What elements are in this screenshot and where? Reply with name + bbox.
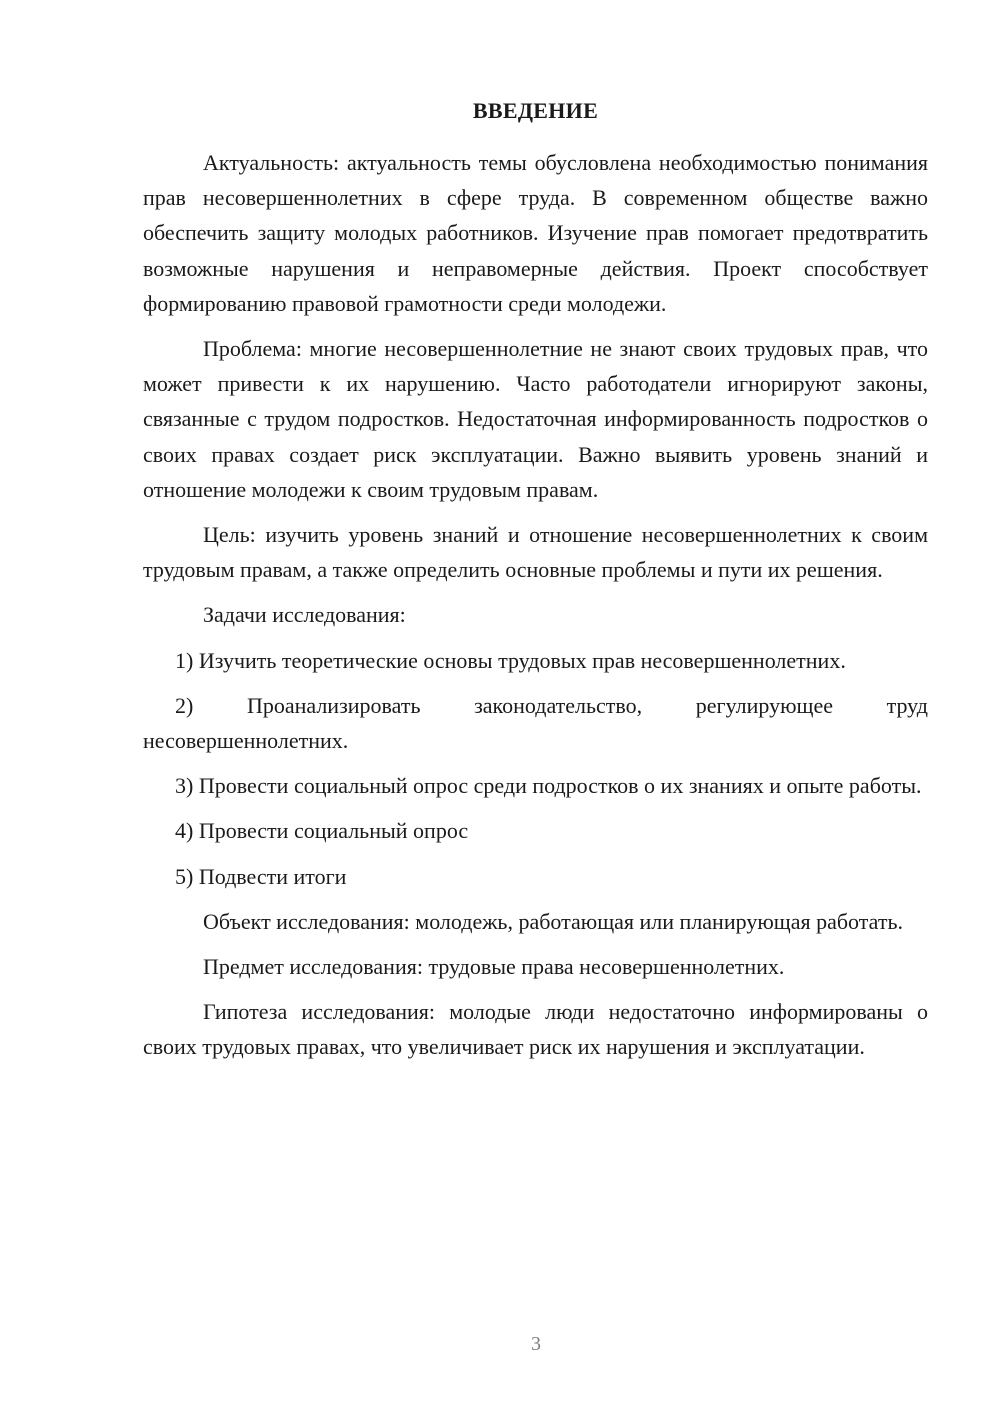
paragraph-relevance: Актуальность: актуальность темы обусловлена необходимостью понимания прав несовершеннолетних в сфере труда. В современном обществе важно обеспечить защиту молодых работников. Изучение прав помогает предотвратить возможные нарушения и неправомерные действия. Проект способствует формированию правовой грамотности среди молодежи.	[143, 150, 928, 316]
paragraph-tasks-heading: Задачи исследования:	[203, 602, 406, 628]
document-page	[143, 93, 928, 1075]
paragraph-subject: Предмет исследования: трудовые права несовершеннолетних.	[203, 954, 785, 980]
section-title: ВВЕДЕНИЕ	[472, 98, 599, 123]
page-number: 3	[531, 1333, 541, 1355]
task-item-2: 2) Проанализировать законодательство, регулирующее труд несовершеннолетних.	[143, 692, 928, 754]
task-item-1: 1) Изучить теоретические основы трудовых прав несовершеннолетних.	[175, 647, 846, 673]
paragraph-hypothesis: Гипотеза исследования: молодые люди недостаточно информированы о своих трудовых правах, что увеличивает риск их нарушения и эксплуатации.	[143, 999, 928, 1060]
paragraph-problem: Проблема: многие несовершеннолетние не знают своих трудовых прав, что может привести к их нарушению. Часто работодатели игнорируют законы, связанные с трудом подростков. Недостаточная информированность подростков о своих правах создает риск эксплуатации. Важно выявить уровень знаний и отношение молодежи к своим трудовым правам.	[143, 336, 928, 502]
paragraph-object: Объект исследования: молодежь, работающая или планирующая работать.	[203, 908, 903, 934]
task-item-4: 4) Провести социальный опрос	[175, 818, 469, 844]
paragraph-goal: Цель: изучить уровень знаний и отношение несовершеннолетних к своим трудовым правам, а также определить основные проблемы и пути их решения.	[143, 522, 928, 583]
task-item-5: 5) Подвести итоги	[175, 863, 347, 889]
task-item-3: 3) Провести социальный опрос среди подростков о их знаниях и опыте работы.	[175, 773, 922, 799]
